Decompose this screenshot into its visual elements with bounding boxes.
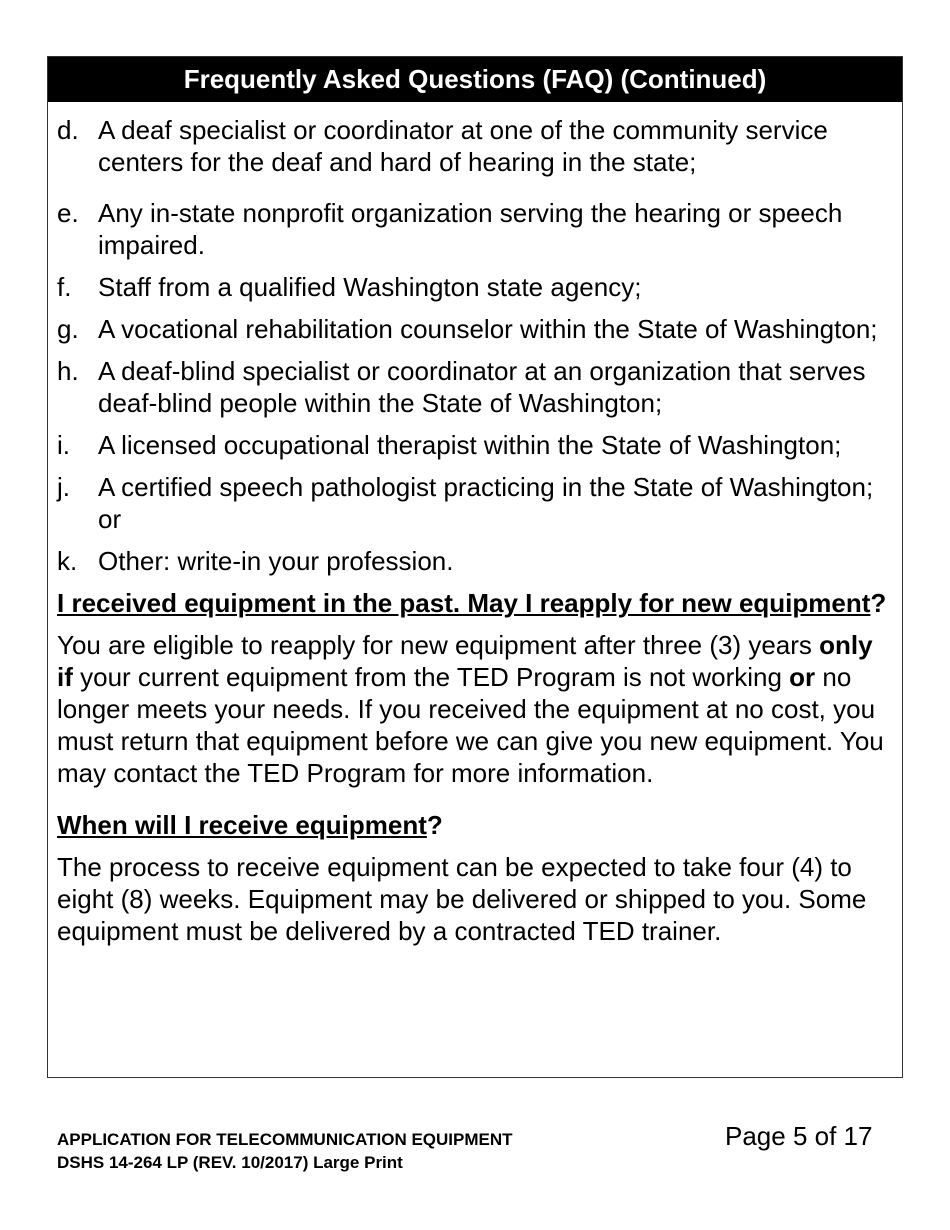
faq-header: Frequently Asked Questions (FAQ) (Continued) bbox=[48, 57, 902, 102]
form-footer bbox=[57, 1128, 513, 1174]
list-item bbox=[57, 429, 893, 461]
form-title: APPLICATION FOR TELECOMMUNICATION EQUIPMENT bbox=[57, 1130, 513, 1149]
list-item bbox=[57, 271, 893, 303]
answer-text: your current equipment from the TED Program is not working bbox=[72, 662, 790, 692]
receive-question-text: When will I receive equipment bbox=[57, 810, 427, 840]
answer-text: no longer meets your needs. If you received the equipment at no cost, you must return that equipment before we can give you new equipment. You may contact the TED Program for more information. bbox=[57, 662, 884, 788]
list-item bbox=[57, 114, 893, 178]
list-marker: k. bbox=[57, 546, 78, 576]
form-number: DSHS 14-264 LP (REV. 10/2017) Large Print bbox=[57, 1153, 403, 1172]
list-item bbox=[57, 471, 893, 535]
list-item-text: A licensed occupational therapist within the State of Washington; bbox=[98, 430, 842, 460]
receive-answer: The process to receive equipment can be expected to take four (4) to eight (8) weeks. Equipment may be delivered or shipped to you. Some equipment must be delivered by a contracted TED trainer. bbox=[57, 852, 867, 946]
answer-emphasis: only if bbox=[57, 630, 873, 692]
page-number: Page 5 of 17 bbox=[725, 1121, 873, 1151]
list-item-text: Staff from a qualified Washington state agency; bbox=[98, 272, 642, 302]
list-item bbox=[57, 197, 893, 261]
faq-content bbox=[48, 102, 902, 947]
eligible-certifiers-list bbox=[57, 114, 893, 577]
faq-box bbox=[47, 56, 903, 1078]
list-item bbox=[57, 545, 893, 577]
answer-emphasis: or bbox=[789, 662, 816, 692]
list-marker: j. bbox=[57, 472, 70, 502]
list-marker: f. bbox=[57, 272, 72, 302]
question-mark: ? bbox=[870, 588, 887, 618]
list-item-text: A vocational rehabilitation counselor within the State of Washington; bbox=[98, 314, 878, 344]
reapply-question-text: I received equipment in the past. May I reapply for new equipment bbox=[57, 588, 871, 618]
list-item bbox=[57, 355, 893, 419]
list-marker: i. bbox=[57, 430, 70, 460]
list-marker: h. bbox=[57, 356, 79, 386]
list-marker: g. bbox=[57, 314, 79, 344]
list-marker: d. bbox=[57, 115, 79, 145]
list-item-text: A certified speech pathologist practicing in the State of Washington; or bbox=[98, 472, 874, 534]
list-item-text: Any in-state nonprofit organization serving the hearing or speech impaired. bbox=[98, 198, 843, 260]
question-mark: ? bbox=[426, 810, 443, 840]
list-item bbox=[57, 313, 893, 345]
reapply-answer bbox=[57, 629, 893, 789]
list-item-text: A deaf-blind specialist or coordinator at an organization that serves deaf-blind people within the State of Washington; bbox=[98, 356, 866, 418]
reapply-question bbox=[57, 587, 893, 619]
list-marker: e. bbox=[57, 198, 79, 228]
list-item-text: Other: write-in your profession. bbox=[98, 546, 454, 576]
answer-text: You are eligible to reapply for new equipment after three (3) years bbox=[57, 630, 820, 660]
receive-question bbox=[57, 809, 893, 841]
list-item-text: A deaf specialist or coordinator at one of the community service centers for the deaf and hard of hearing in the state; bbox=[98, 115, 828, 177]
